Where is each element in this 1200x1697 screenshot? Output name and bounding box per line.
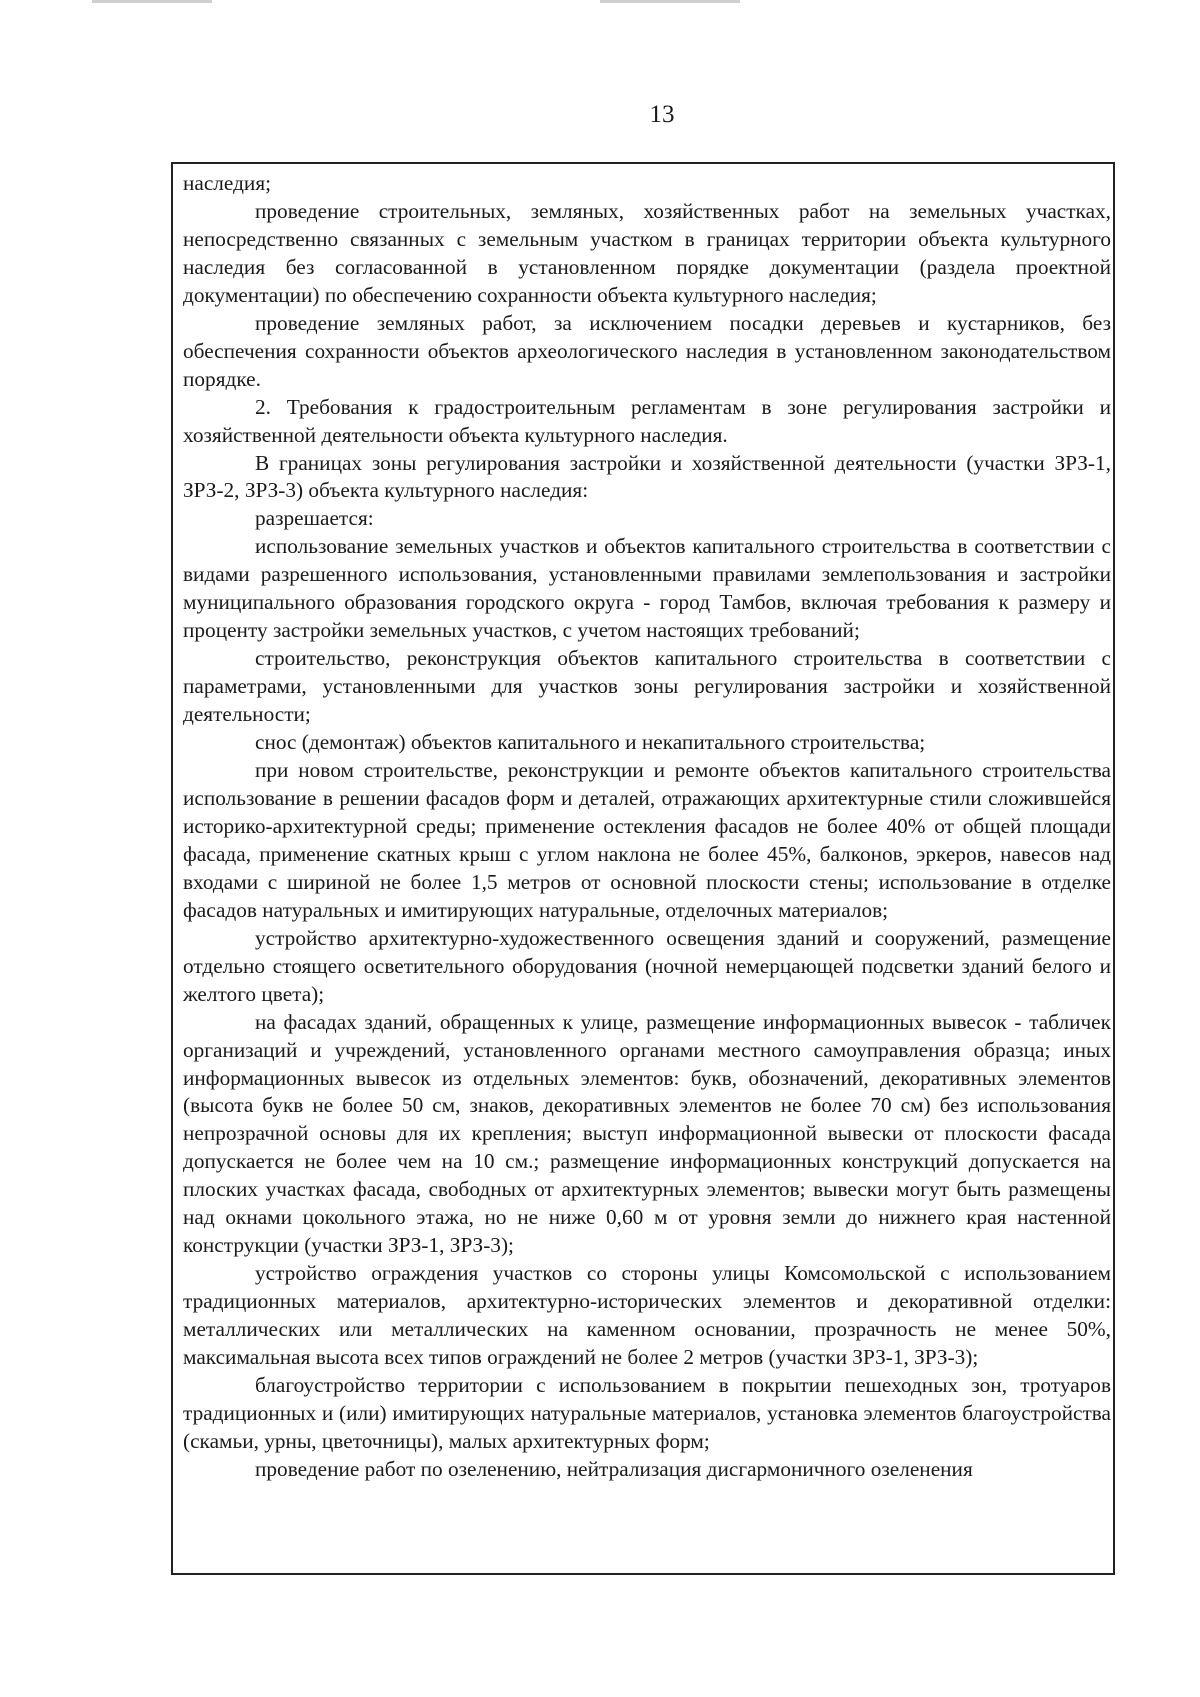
scan-artifact	[600, 0, 740, 3]
paragraph-continuation: наследия;	[183, 171, 272, 195]
paragraph: строительство, реконструкция объектов капитального строительства в соответствии с параметрами, установленными для участков зоны регулирования застройки и хозяйственной деятельности;	[183, 646, 1111, 727]
paragraph: снос (демонтаж) объектов капитального и некапитального строительства;	[255, 730, 926, 755]
paragraph: проведение строительных, земляных, хозяйственных работ на земельных участках, непосредственно связанных с земельным участком в границах территории объекта культурного наследия без согласованной в установленном порядке документации (раздела проектной документации) по обеспечению сохранности объекта культурного наследия;	[183, 198, 1111, 307]
section-heading: 2. Требования к градостроительным регламентам в зоне регулирования застройки и хозяйственной деятельности объекта культурного наследия.	[183, 394, 1111, 447]
paragraph: при новом строительстве, реконструкции и ремонте объектов капитального строительства использование в решении фасадов форм и деталей, отражающих архитектурные стили сложившейся историко-архитектурной среды; применение остекления фасадов не более 40% от общей площади фасада, применение скатных крыш с углом наклона не более 45%, балконов, эркеров, навесов над входами с шириной не более 1,5 метров от основной плоскости стены; использование в отделке фасадов натуральных и имитирующих натуральные, отделочных материалов;	[183, 758, 1111, 922]
paragraph: на фасадах зданий, обращенных к улице, размещение информационных вывесок - табличек организаций и учреждений, установленного органами местного самоуправления образца; иных информационных вывесок из отдельных элементов: букв, обозначений, декоративных элементов (высота букв не более 50 см, знаков, декоративных элементов не более 70 см) без использования непрозрачной основы для их крепления; выступ информационной вывески от плоскости фасада допускается не более чем на 10 см.; размещение информационных конструкций допускается на плоских участках фасада, свободных от архитектурных элементов; вывески могут быть размещены над окнами цокольного этажа, но не ниже 0,60 м от уровня земли до нижнего края настенной конструкции (участки ЗРЗ-1, ЗРЗ-3);	[183, 1009, 1111, 1258]
paragraph: проведение работ по озеленению, нейтрализация дисгармоничного озеленения	[255, 1456, 973, 1481]
document-body	[183, 170, 1111, 1484]
paragraph-allowed-label: разрешается:	[255, 506, 374, 531]
paragraph: устройство ограждения участков со стороны улицы Комсомольской с использованием традиционных материалов, архитектурно-исторических элементов и декоративной отделки: металлических или металлических на каменном основании, прозрачность не менее 50%, максимальная высота всех типов ограждений не более 2 метров (участки ЗРЗ-1, ЗРЗ-3);	[183, 1261, 1111, 1370]
paragraph: благоустройство территории с использованием в покрытии пешеходных зон, тротуаров традиционных и (или) имитирующих натуральные материалов, установка элементов благоустройства (скамьи, урны, цветочницы), малых архитектурных форм;	[183, 1372, 1111, 1453]
document-frame	[171, 162, 1115, 1575]
paragraph: проведение земляных работ, за исключением посадки деревьев и кустарников, без обеспечения сохранности объектов археологического наследия в установленном законодательством порядке.	[183, 310, 1111, 391]
paragraph: устройство архитектурно-художественного освещения зданий и сооружений, размещение отдельно стоящего осветительного оборудования (ночной немерцающей подсветки зданий белого и желтого цвета);	[183, 925, 1111, 1006]
paragraph: В границах зоны регулирования застройки и хозяйственной деятельности (участки ЗРЗ-1, ЗРЗ-2, ЗРЗ-3) объекта культурного наследия:	[183, 450, 1111, 503]
paragraph: использование земельных участков и объектов капитального строительства в соответствии с видами разрешенного использования, установленными правилами землепользования и застройки муниципального образования городского округа - город Тамбов, включая требования к размеру и проценту застройки земельных участков, с учетом настоящих требований;	[183, 534, 1111, 643]
scan-artifact	[92, 0, 212, 3]
page-number: 13	[649, 101, 675, 128]
